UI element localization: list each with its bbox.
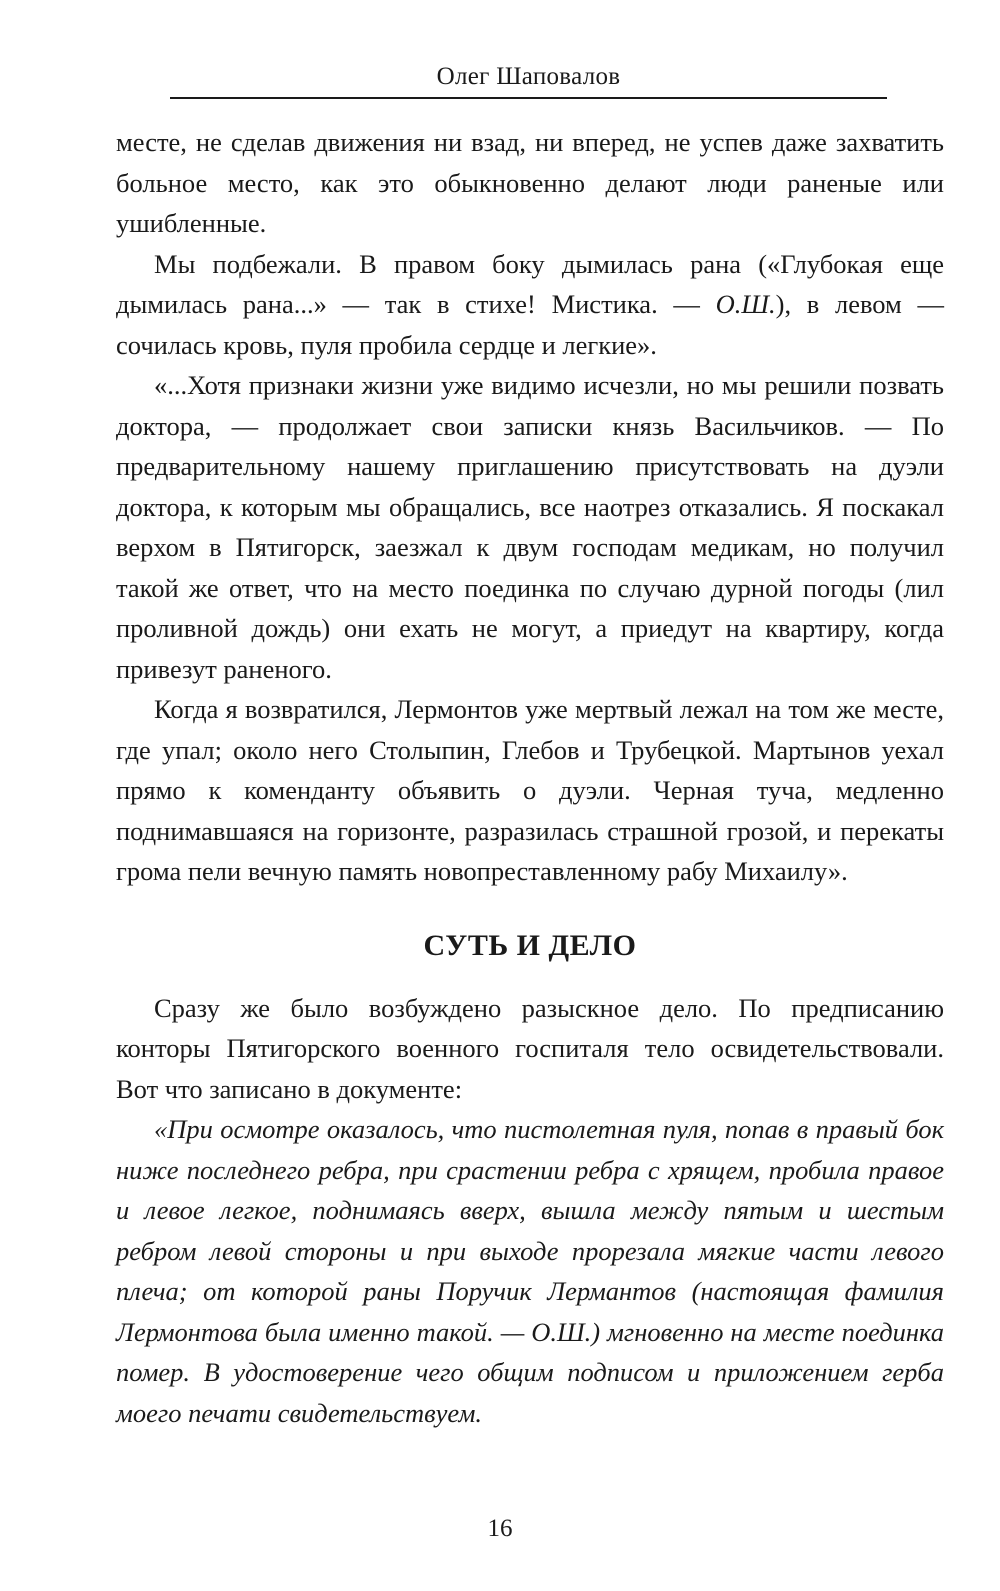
page-text xyxy=(116,122,944,1433)
running-head: Олег Шаповалов xyxy=(436,63,621,90)
paragraph-3: «...Хотя признаки жизни уже видимо исчезли, но мы решили позвать доктора, — продолжает свои записки князь Васильчиков. — По предварительному нашему приглашению присутствовать на дуэли доктора, к которым мы обращались, все наотрез отказались. Я поскакал верхом в Пятигорск, заезжал к двум господам медикам, но получил такой же ответ, что на место поединка по случаю дурной погоды (лил проливной дождь) они ехать не могут, а приедут на квартиру, когда привезут раненого. xyxy=(116,370,944,684)
paragraph-2-text-b: ), в левом — сочилась кровь, пуля пробила сердце и легкие». xyxy=(116,289,944,360)
paragraph-2 xyxy=(116,244,944,366)
quoted-document: «При осмотре оказалось, что пистолетная пуля, попав в правый бок ниже последнего ребра, при срастении ребра с хрящем, пробила правое и левое легкое, поднимаясь вверх, вышла между пятым и шестым ребром левой стороны и при выходе прорезала мягкие части левого плеча; от которой раны Поручик Лермантов (настоящая фамилия Лермонтова была именно такой. — О.Ш.) мгновенно на месте поединка помер. В удостоверение чего общим подписом и приложением герба моего печати свидетельствуем. xyxy=(116,1114,944,1428)
section-title: СУТЬ И ДЕЛО xyxy=(423,928,637,962)
paragraph-2-text-a: Мы подбежали. В правом боку дымилась рана («Глубокая еще дымилась рана...» — так в стихе! Мистика. — xyxy=(116,248,944,319)
author-initials: О.Ш. xyxy=(715,289,776,319)
page-number: 16 xyxy=(487,1515,513,1542)
paragraph-4: Когда я возвратился, Лермонтов уже мертвый лежал на том же месте, где упал; около него Столыпин, Глебов и Трубецкой. Мартынов уехал прямо к коменданту объявить о дуэли. Черная туча, медленно поднимавшаяся на горизонте, разразилась страшной грозой, и перекаты грома пели вечную память новопреставленному рабу Михаилу». xyxy=(116,694,944,886)
paragraph-5: Сразу же было возбуждено разыскное дело. По предписанию конторы Пятигорского военного госпиталя тело освидетельствовали. Вот что записано в документе: xyxy=(116,992,944,1104)
header-rule xyxy=(170,97,887,99)
paragraph-1: месте, не сделав движения ни взад, ни вперед, не успев даже захватить больное место, как это обыкновенно делают люди раненые или ушибленные. xyxy=(116,127,944,238)
